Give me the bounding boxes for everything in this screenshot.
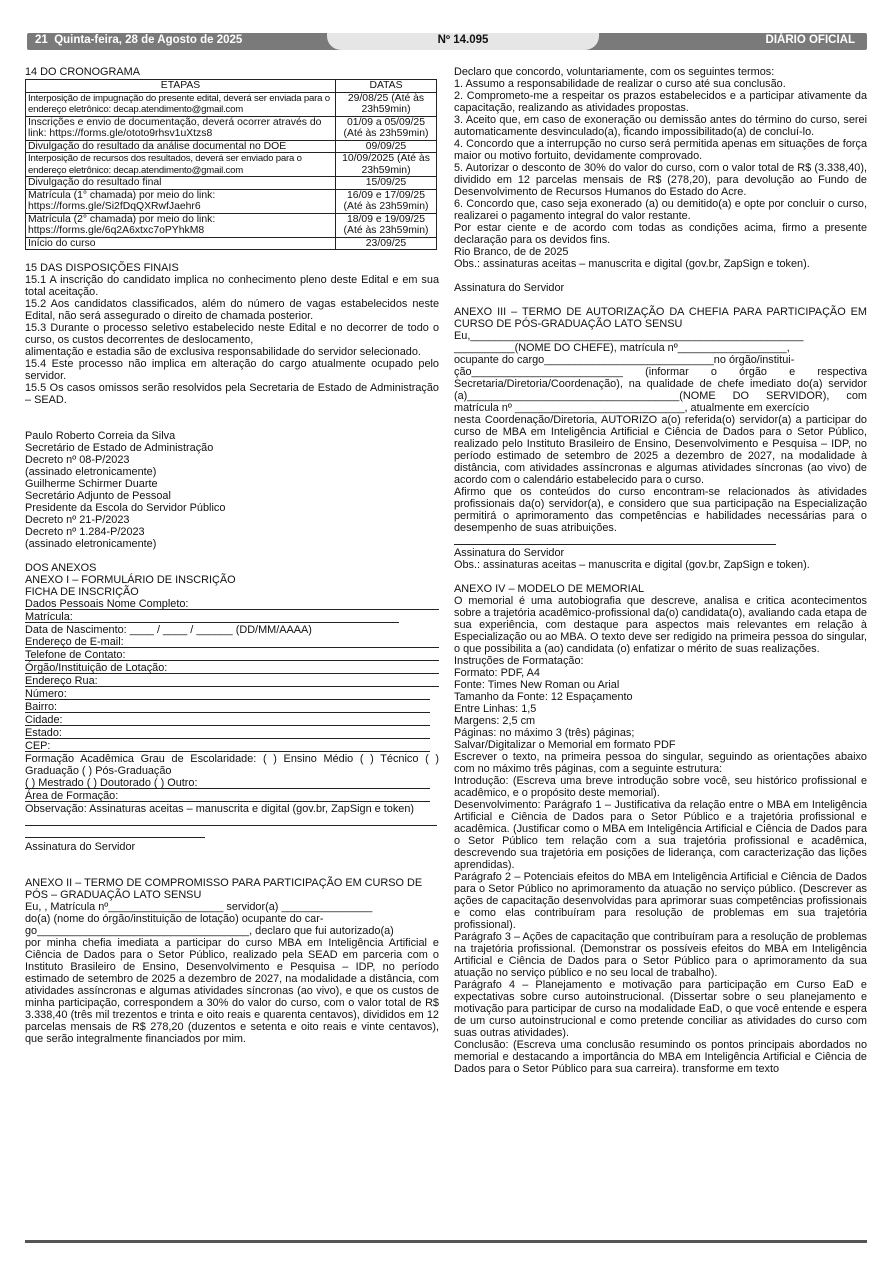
anexo3-line: Eu,_______________________________________________________ [454, 330, 804, 342]
form-field: Órgão/Instituição de Lotação: [25, 662, 439, 674]
table-row [26, 213, 437, 237]
header-journal-name: DIÁRIO OFICIAL [765, 34, 855, 46]
signature-line [25, 826, 205, 838]
form-field: Matrícula: [25, 611, 399, 623]
disposicoes-title: 15 DAS DISPOSIÇÕES FINAIS [25, 262, 179, 274]
page-header [27, 33, 867, 50]
form-field: Telefone de Contato: [25, 649, 439, 661]
table-cell-etapa: Divulgação do resultado da análise documental no DOE [26, 140, 336, 153]
anexo2-line: go___________________________________, declaro que fui autorizado(a) [25, 925, 394, 937]
memorial-intro: O memorial é uma autobiografia que descreve, analisa e critica acontecimentos sobre a trajetória acadêmico-profissional da(o) candidata(o), avaliando cada etapa de sua experiência, com destaque para aspectos mais relevantes em relação à Especialização ou ao MBA. O texto deve ser redigido na primeira pessoa do singular, o que possibilita a (ao) candidata (o) enfatizar o mérito de suas realizações. [454, 595, 867, 655]
disposicao-item: 15.4 Este processo não implica em alteração do cargo atualmente ocupado pelo servidor. [25, 358, 439, 382]
anexo2-body: por minha chefia imediata a participar do curso MBA em Inteligência Artificial e Ciência de Dados para o Setor Público, realizado pela SEAD em parceria com o Instituto Brasileiro de Ensino, Desenvolvimento e Pesquisa – IDP, no período estimado de setembro de 2025 a dezembro de 2027, na modalidade a distância, com atividades assíncronas e algumas atividades síncronas (ao vivo), e que os custos de minha participação, correspondem a 30% do valor do curso, com o valor total de R$ 3.338,40 (três mil trezentos e trinta e oito reais e quarenta centavos), divididos em 12 parcelas mensais de R$ 278,20 (duzentos e setenta e oito reais e vinte centavos), que serão integralmente financiados por mim. [25, 937, 439, 1045]
anexo2-title: ANEXO II – TERMO DE COMPROMISSO PARA PARTICIPAÇÃO EM CURSO DE PÓS – GRADUAÇÃO LATO SENSU [25, 877, 423, 901]
format-line: Margens: 2,5 cm [454, 715, 536, 727]
signer-line: Decreto nº 1.284-P/2023 [25, 526, 145, 538]
cronograma-table [25, 79, 437, 250]
format-line: Fonte: Times New Roman ou Arial [454, 679, 620, 691]
format-line: Páginas: no máximo 3 (três) páginas; [454, 727, 635, 739]
signature-label: Assinatura do Servidor [454, 282, 565, 294]
term-item: 1. Assumo a responsabilidade de realizar o curso até sua conclusão. [454, 78, 786, 90]
form-field: Endereço de E-mail: [25, 636, 439, 648]
form-field: CEP: [25, 740, 430, 752]
cronograma-title: 14 DO CRONOGRAMA [25, 66, 140, 78]
format-line: Instruções de Formatação: [454, 655, 584, 667]
table-cell-etapa: Inscrições e envio de documentação, deverá ocorrer através do link: https://forms.gle/ototo9rhsv1uXtzs8 [26, 116, 336, 140]
term-item: 3. Aceito que, em caso de exoneração ou demissão antes do término do curso, serei automaticamente desvinculado(a), ficando impossibilitado(a) de concluí-lo. [454, 114, 867, 138]
obs-text: Obs.: assinaturas aceitas – manuscrita e digital (gov.br, ZapSign e token). [454, 258, 810, 270]
anexo1-title: ANEXO I – FORMULÁRIO DE INSCRIÇÃO [25, 574, 236, 586]
form-field: Cidade: [25, 714, 430, 726]
table-row [26, 116, 437, 140]
anexo3-line: ocupante do cargo____________________________no órgão/institui- [454, 354, 795, 366]
format-line: Entre Linhas: 1,5 [454, 703, 537, 715]
signer-line: Decreto nº 21-P/2023 [25, 514, 130, 526]
table-row [26, 189, 437, 213]
disposicao-item: 15.5 Os casos omissos serão resolvidos pela Secretaria de Estado de Administração – SEAD. [25, 382, 439, 406]
format-line: Formato: PDF, A4 [454, 667, 540, 679]
signer-line: (assinado eletronicamente) [25, 538, 157, 550]
format-line: Salvar/Digitalizar o Memorial em formato PDF [454, 739, 676, 751]
header-issue-number: Nº 14.095 [437, 34, 489, 46]
table-cell-etapa: Matrícula (2° chamada) por meio do link: https://forms.gle/6q2A6xtxc7oPYhkM8 [26, 213, 336, 237]
table-cell-etapa: Divulgação do resultado final [26, 177, 336, 190]
table-cell-data: 01/09 a 05/09/25 (Até às 23h59min) [336, 116, 437, 140]
signature-line [25, 815, 437, 826]
signature-label: Assinatura do Servidor [25, 841, 136, 853]
anexo2-line: Eu, , Matrícula nº___________________ servidor(a) _______________ [25, 901, 373, 913]
signer-line: Secretário de Estado de Administração [25, 442, 214, 454]
table-row [26, 140, 437, 153]
term-item: 6. Concordo que, caso seja exonerado (a) ou demitido(a) e opte por concluir o curso, realizarei o pagamento integral do valor restante. [454, 198, 867, 222]
structure-paragraph: Introdução: (Escreva uma breve introdução sobre você, seu histórico profissional e acadêmico, e o propósito deste memorial). [454, 775, 867, 799]
disposicao-item: alimentação e estadia são de exclusiva responsabilidade do servidor selecionado. [25, 346, 421, 358]
table-header-row [26, 80, 437, 93]
table-cell-etapa: Início do curso [26, 237, 336, 250]
structure-paragraph: Escrever o texto, na primeira pessoa do singular, seguindo as orientações abaixo com no máximo três páginas, com a seguinte estrutura: [454, 751, 867, 775]
observacao-text: Observação: Assinaturas aceitas – manuscrita e digital (gov.br, ZapSign e token) [25, 803, 415, 815]
table-cell-etapa: Interposição de impugnação do presente edital, deverá ser enviada para o endereço eletrônico: decap.atendimento@gmail.com [26, 92, 336, 116]
table-row [26, 177, 437, 190]
table-cell-data: 18/09 e 19/09/25 (Até às 23h59min) [336, 213, 437, 237]
form-field: Área de Formação: [25, 790, 430, 802]
table-cell-etapa: Interposição de recursos dos resultados, deverá ser enviado para o endereço eletrônico: decap.atendimento@gmail.com [26, 153, 336, 177]
table-cell-data: 16/09 e 17/09/25 (Até às 23h59min) [336, 189, 437, 213]
table-header-datas: DATAS [336, 80, 437, 93]
ficha-title: FICHA DE INSCRIÇÃO [25, 586, 139, 598]
local-date: Rio Branco, de de 2025 [454, 246, 569, 258]
table-header-etapas: ETAPAS [26, 80, 336, 93]
right-column [454, 66, 867, 1075]
form-field: Estado: [25, 727, 430, 739]
table-cell-data: 29/08/25 (Até às 23h59min) [336, 92, 437, 116]
structure-paragraph: Desenvolvimento: Parágrafo 1 – Justificativa da relação entre o MBA em Inteligência Artificial e Ciência de Dados para o Setor Público e a trajetória profissional e acadêmica. (Justificar como o MBA em Inteligência Artificial e Ciência de Dados para o Setor Público tem relação com a sua trajetória profissional e acadêmica, descrevendo sua trajetória em posições de liderança, com caracterização das lições aprendidas). [454, 799, 867, 871]
obs-text: Obs.: assinaturas aceitas – manuscrita e digital (gov.br, ZapSign e token). [454, 559, 810, 571]
signer-line: Guilherme Schirmer Duarte [25, 478, 158, 490]
signer-line: Decreto nº 08-P/2023 [25, 454, 130, 466]
left-column [25, 66, 439, 1045]
form-field: ( ) Mestrado ( ) Doutorado ( ) Outro: [25, 777, 430, 789]
anexo3-body: nesta Coordenação/Diretoria, AUTORIZO a(o) referida(o) servidor(a) a participar do curso de MBA em Inteligência Artificial e Ciência de Dados para o Setor Público, realizado pelo Instituto Brasileiro de Ensino, Desenvolvimento e Pesquisa – IDP, no período estimado de setembro de 2025 a dezembro de 2027, na modalidade à distância, com atividades assíncronas e algumas atividades síncronas (ao vivo) de acordo com o calendário estabelecido para o curso. [454, 414, 867, 486]
table-row [26, 153, 437, 177]
format-line: Tamanho da Fonte: 12 Espaçamento [454, 691, 633, 703]
table-row [26, 92, 437, 116]
term-item: 5. Autorizar o desconto de 30% do valor do curso, com o valor total de R$ (3.338,40), dividido em 12 parcelas mensais de R$ (278,20), para devolução ao Fundo de Desenvolvimento de Recursos Humanos do Estado do Acre. [454, 162, 867, 198]
disposicao-item: 15.3 Durante o processo seletivo estabelecido neste Edital e no decorrer de todo o curso, os custos decorrentes de deslocamento, [25, 322, 439, 346]
anexo3-title: ANEXO III – TERMO DE AUTORIZAÇÃO DA CHEFIA PARA PARTICIPAÇÃO EM CURSO DE PÓS-GRADUAÇÃO LATO SENSU [454, 306, 867, 330]
form-field: Dados Pessoais Nome Completo: [25, 598, 439, 610]
form-escolaridade: Formação Acadêmica Grau de Escolaridade: ( ) Ensino Médio ( ) Técnico ( ) Graduação ( ) Pós-Graduação [25, 753, 439, 777]
table-cell-data: 10/09/2025 (Até às 23h59min) [336, 153, 437, 177]
header-page-date: 21 Quinta-feira, 28 de Agosto de 2025 [35, 34, 243, 46]
signature-label: Assinatura do Servidor [454, 547, 565, 559]
form-field: Endereço Rua: [25, 675, 439, 687]
form-field: Bairro: [25, 701, 430, 713]
anexo3-line: ção_________________________ (informar o órgão e respectiva Secretaria/Diretoria/Coordenação), na qualidade de chefe imediato do(a) servidor (a)___________________________________(NOME DO SERVIDOR), com matrícula nº ____________________________, atualmente em exercício [454, 366, 867, 414]
table-cell-data: 15/09/25 [336, 177, 437, 190]
signer-line: Presidente da Escola do Servidor Público [25, 502, 226, 514]
table-cell-etapa: Matrícula (1° chamada) por meio do link: https://forms.gle/Si2fDqQXRwfJaehr6 [26, 189, 336, 213]
anexos-title: DOS ANEXOS [25, 562, 97, 574]
structure-paragraph: Parágrafo 4 – Planejamento e motivação para participação em Curso EaD e expectativas sobre curso autoinstrucional. (Dissertar sobre o seu planejamento e motivação para participar de curso na modalidade EaD, o que você entende e espera de um curso autoinstrucional e como pretende conciliar as atividades do curso com suas outras atividades). [454, 979, 867, 1039]
term-item: 2. Comprometo-me a respeitar os prazos estabelecidos e a participar ativamente da capacitação, realizando as atividades propostas. [454, 90, 867, 114]
signer-line: (assinado eletronicamente) [25, 466, 157, 478]
signer-line: Paulo Roberto Correia da Silva [25, 430, 176, 442]
form-field-birthdate: Data de Nascimento: ____ / ____ / ______ (DD/MM/AAAA) [25, 624, 312, 636]
signature-line [454, 534, 776, 545]
anexo2-line: do(a) (nome do órgão/instituição de lotação) ocupante do car- [25, 913, 324, 925]
table-row [26, 237, 437, 250]
anexo3-afirmo: Afirmo que os conteúdos do curso encontram-se relacionados às atividades profissionais da(o) servidor(a), e considero que sua participação na Especialização permitirá o aprimoramento das competências e habilidades necessárias para o desempenho de suas atribuições. [454, 486, 867, 534]
signer-line: Secretário Adjunto de Pessoal [25, 490, 171, 502]
footer-rule [25, 1240, 867, 1243]
structure-paragraph: Parágrafo 3 – Ações de capacitação que contribuíram para a resolução de problemas na trajetória profissional. (Demonstrar os possíveis efeitos do MBA em Inteligência Artificial e Ciência de Dados para o Setor Público para o aprimoramento da sua atuação no serviço público e no seu local de trabalho). [454, 931, 867, 979]
anexo4-title: ANEXO IV – MODELO DE MEMORIAL [454, 583, 645, 595]
decl-intro: Declaro que concordo, voluntariamente, com os seguintes termos: [454, 66, 775, 78]
disposicao-item: 15.2 Aos candidatos classificados, além do número de vagas estabelecidos neste Edital, não será assegurado o direito de chamada posterior. [25, 298, 439, 322]
structure-paragraph: Conclusão: (Escreva uma conclusão resumindo os pontos principais abordados no memorial e destacando a importância do MBA em Inteligência Artificial e Ciência de Dados para o Setor Público para sua carreira). transforme em texto [454, 1039, 867, 1075]
table-cell-data: 09/09/25 [336, 140, 437, 153]
term-item: 4. Concordo que a interrupção no curso será permitida apenas em situações de força maior ou motivo fortuito, devidamente comprovado. [454, 138, 867, 162]
form-field: Número: [25, 688, 430, 700]
disposicao-item: 15.1 A inscrição do candidato implica no conhecimento pleno deste Edital e em sua total aceitação. [25, 274, 439, 298]
table-cell-data: 23/09/25 [336, 237, 437, 250]
anexo3-line: __________(NOME DO CHEFE), matrícula nº__________________, [454, 342, 790, 354]
structure-paragraph: Parágrafo 2 – Potenciais efeitos do MBA em Inteligência Artificial e Ciência de Dados para o Setor Público no aprimoramento da atuação no serviço público. (Descrever as ações de capacitação desenvolvidas para aprimorar suas competências profissionais e como elas contribuíram para resolução de problemas em sua trajetória profissional). [454, 871, 867, 931]
term-item: Por estar ciente e de acordo com todas as condições acima, firmo a presente declaração para os devidos fins. [454, 222, 867, 246]
